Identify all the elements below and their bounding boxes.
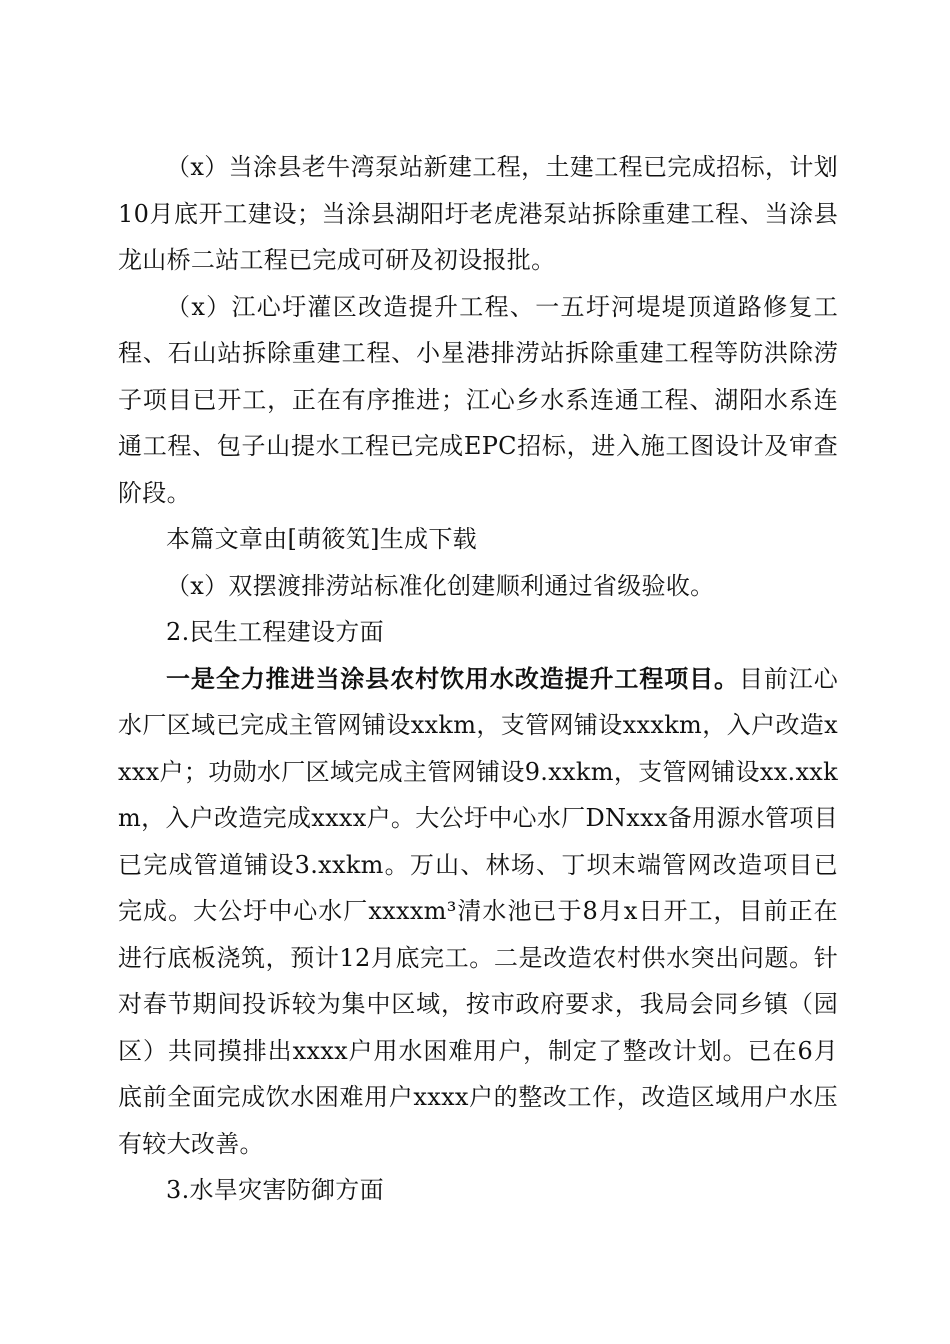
- document-body: [118, 144, 838, 1214]
- paragraph-flood-control-projects: （x）江心圩灌区改造提升工程、一五圩河堤堤顶道路修复工程、石山站拆除重建工程、小星港排涝站拆除重建工程等防洪除涝子项目已开工，正在有序推进；江心乡水系连通工程、湖阳水系连通工程、包子山提水工程已完成EPC招标，进入施工图设计及审查阶段。: [118, 292, 838, 507]
- paragraph-pump-station-projects: （x）当涂县老牛湾泵站新建工程，土建工程已完成招标，计划10月底开工建设；当涂县湖阳圩老虎港泵站拆除重建工程、当涂县龙山桥二站工程已完成可研及初设报批。: [118, 153, 838, 274]
- section-heading-livelihood: 2.民生工程建设方面: [166, 618, 384, 646]
- paragraph-lead-bold: 一是全力推进当涂县农村饮用水改造提升工程项目。: [166, 663, 739, 693]
- section-heading-disaster-defense: 3.水旱灾害防御方面: [166, 1176, 384, 1204]
- paragraph-generated-note: 本篇文章由[萌筱笂]生成下载: [166, 525, 477, 553]
- paragraph-water-supply: [118, 656, 838, 1168]
- paragraph-acceptance: （x）双摆渡排涝站标准化创建顺利通过省级验收。: [166, 571, 715, 600]
- paragraph-body: 目前江心水厂区域已完成主管网铺设xxkm，支管网铺设xxxkm，入户改造xxxx户；功勋水厂区域完成主管网铺设9.xxkm，支管网铺设xx.xxkm，入户改造完成xxxx户。大公圩中心水厂DNxxx备用源水管项目已完成管道铺设3.xxkm。万山、林场、丁坝末端管网改造项目已完成。大公圩中心水厂xxxxm³清水池已于8月x日开工，目前正在进行底板浇筑，预计12月底完工。二是改造农村供水突出问题。针对春节期间投诉较为集中区域，按市政府要求，我局会同乡镇（园区）共同摸排出xxxx户用水困难用户，制定了整改计划。已在6月底前全面完成饮水困难用户xxxx户的整改工作，改造区域用户水压有较大改善。: [118, 664, 839, 1158]
